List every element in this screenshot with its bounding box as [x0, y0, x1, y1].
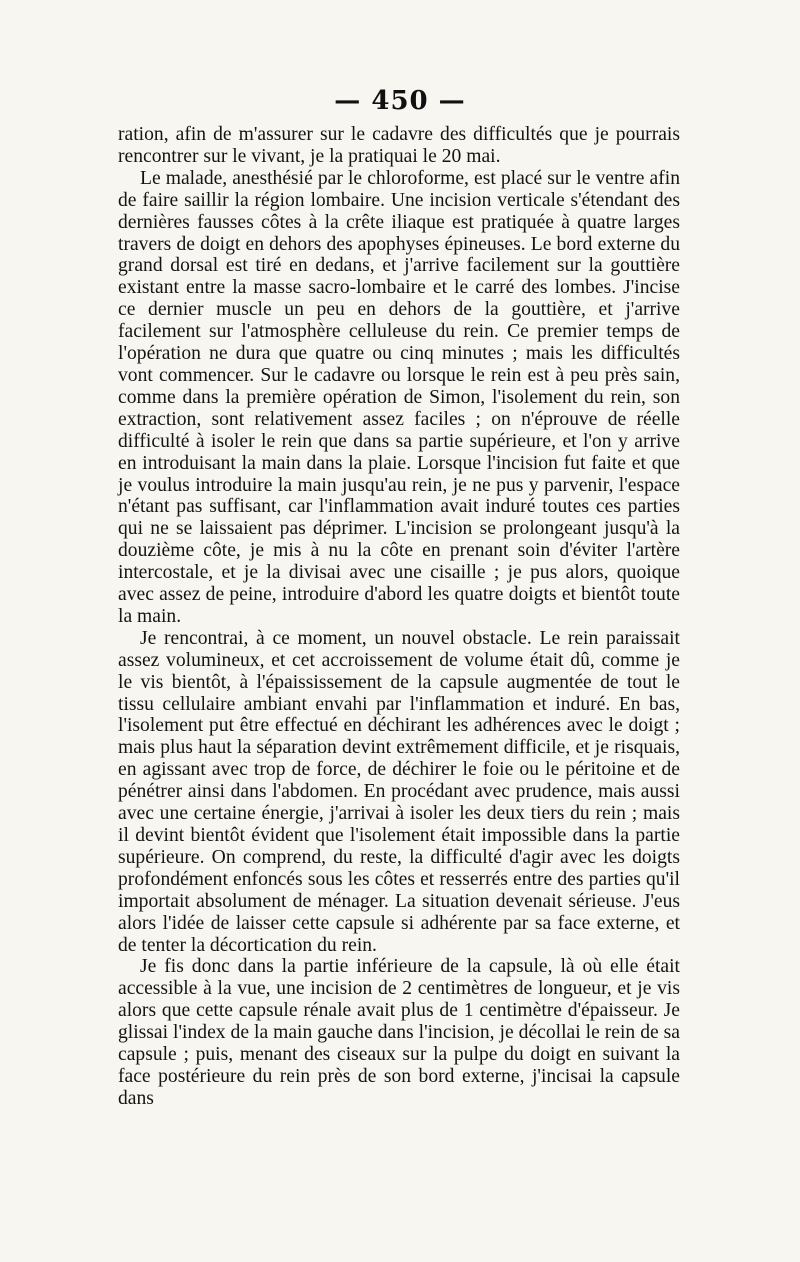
body-text	[118, 124, 680, 1110]
paragraph-1: ration, afin de m'assurer sur le cadavre des difficultés que je pourrais rencontrer sur le vivant, je la pratiquai le 20 mai.	[118, 124, 680, 167]
page-number: — 450 —	[334, 86, 466, 116]
paragraph-4: Je fis donc dans la partie inférieure de la capsule, là où elle était accessible à la vue, une incision de 2 centimètres de longueur, et je vis alors que cette capsule rénale avait plus de 1 centimètre d'épaisseur. Je glissai l'index de la main gauche dans l'incision, je décollai le rein de sa capsule ; puis, menant des ciseaux sur la pulpe du doigt en suivant la face postérieure du rein près de son bord externe, j'incisai la capsule dans	[118, 956, 680, 1109]
paragraph-3: Je rencontrai, à ce moment, un nouvel obstacle. Le rein paraissait assez volumineux, et cet accroissement de volume était dû, comme je le vis bientôt, à l'épaississement de la capsule augmentée de tout le tissu cellulaire ambiant envahi par l'inflammation et induré. En bas, l'isolement put être effectué en déchirant les adhérences avec le doigt ; mais plus haut la séparation devint extrêmement difficile, et je risquais, en agissant avec trop de force, de déchirer le foie ou le péritoine et de pénétrer ainsi dans l'abdomen. En procédant avec prudence, mais aussi avec une certaine énergie, j'arrivai à isoler les deux tiers du rein ; mais il devint bientôt évident que l'isolement était impossible dans la partie supérieure. On comprend, du reste, la difficulté d'agir avec les doigts profondément enfoncés sous les côtes et resserrés entre des parties qu'il importait absolument de ménager. La situation devenait sérieuse. J'eus alors l'idée de laisser cette capsule si adhérente par sa face externe, et de tenter la décortication du rein.	[118, 627, 680, 956]
paragraph-2: Le malade, anesthésié par le chloroforme, est placé sur le ventre afin de faire saillir la région lombaire. Une incision verticale s'étendant des dernières fausses côtes à la crête iliaque est pratiquée à quatre larges travers de doigt en dehors des apophyses épineuses. Le bord externe du grand dorsal est tiré en dedans, et j'arrive facilement sur la gouttière existant entre la masse sacro-lombaire et le carré des lombes. J'incise ce dernier muscle un peu en dehors de la gouttière, et j'arrive facilement sur l'atmosphère celluleuse du rein. Ce premier temps de l'opération ne dura que quatre ou cinq minutes ; mais les difficultés vont commencer. Sur le cadavre ou lorsque le rein est à peu près sain, comme dans la première opération de Simon, l'isolement du rein, son extraction, sont relativement assez faciles ; on n'éprouve de réelle difficulté à isoler le rein que dans sa partie supérieure, et l'on y arrive en introduisant la main dans la plaie. Lorsque l'incision fut faite et que je voulus introduire la main jusqu'au rein, je ne pus y parvenir, l'espace n'étant pas suffisant, car l'inflammation avait induré toutes ces parties qui ne se laissaient pas déprimer. L'incision se prolongeant jusqu'à la douzième côte, je mis à nu la côte en prenant soin d'éviter l'artère intercostale, et je la divisai avec une cisaille ; je pus alors, quoique avec assez de peine, introduire d'abord les quatre doigts et bientôt toute la main.	[118, 167, 680, 627]
